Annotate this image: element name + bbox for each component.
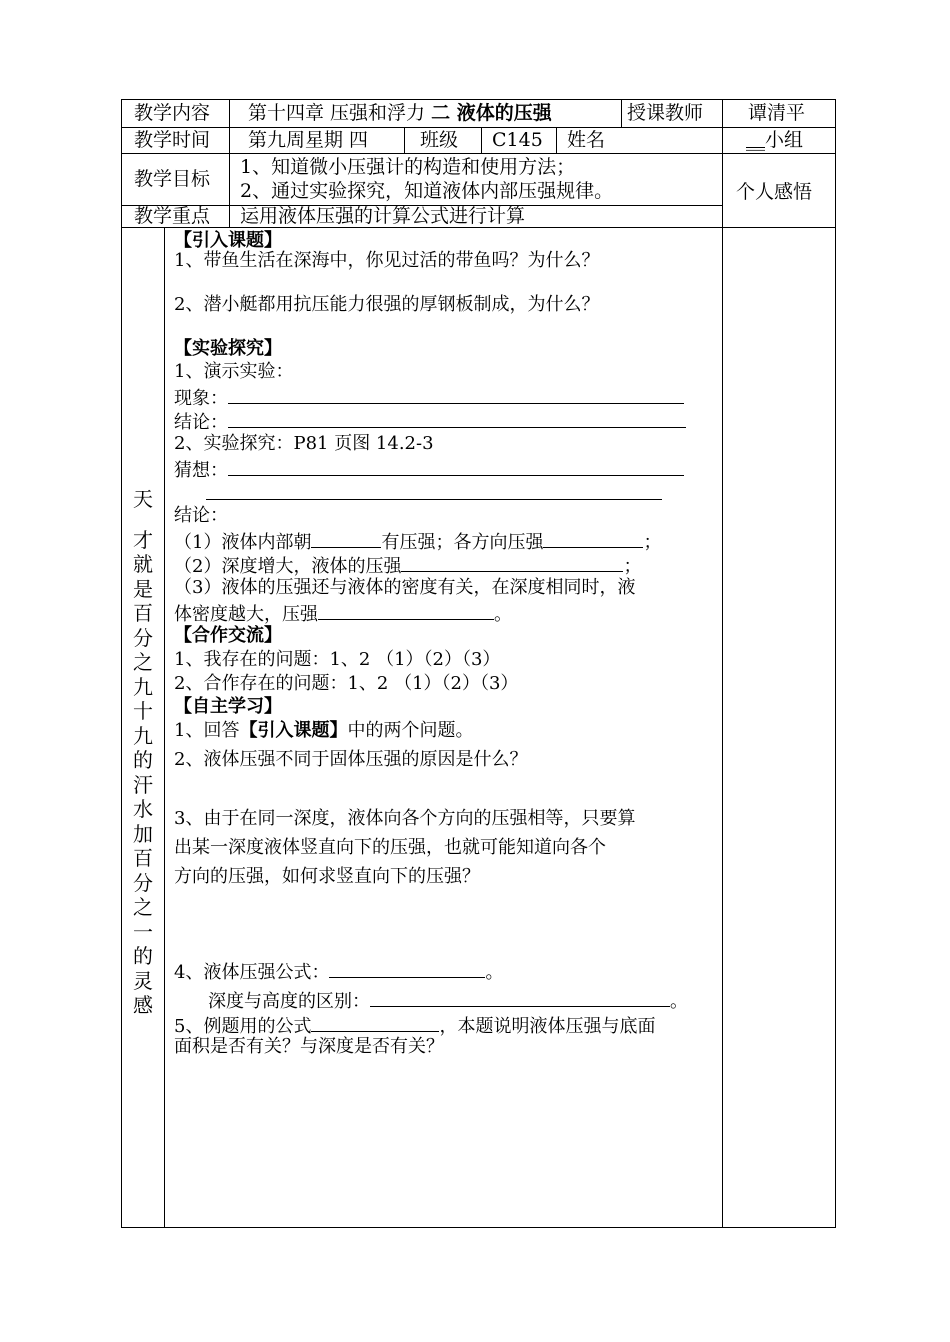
- section-heading-cooperation: 【合作交流】: [174, 625, 282, 646]
- table-col-divider: [164, 227, 165, 1228]
- motto-char: 百: [133, 846, 153, 870]
- name-label: 姓名: [567, 129, 606, 151]
- motto-char: 才: [133, 527, 153, 552]
- reflection-label: 个人感悟: [736, 181, 813, 203]
- self-study-q3: 出某一深度液体竖直向下的压强，也就可能知道向各个: [174, 837, 606, 858]
- motto-char: 分: [133, 625, 153, 650]
- guess-label: 猜想：: [174, 460, 228, 481]
- teacher-label: 授课教师: [627, 102, 704, 124]
- self-study-q2: 2、液体压强不同于固体压强的原因是什么？: [174, 749, 528, 770]
- guess-blank-2[interactable]: [206, 481, 662, 506]
- class-label: 班级: [420, 129, 459, 151]
- text: 5、例题用的公式: [174, 1016, 312, 1037]
- text: 有压强；各方向压强: [381, 532, 544, 553]
- self-study-q5: [174, 1013, 655, 1038]
- conclusion-line-2: [174, 553, 641, 578]
- difference-blank[interactable]: [370, 988, 670, 1007]
- table-row-divider: [121, 153, 722, 154]
- self-study-q3: 3、由于在同一深度，液体向各个方向的压强相等，只要算: [174, 808, 636, 829]
- text: （1）液体内部朝: [174, 532, 312, 553]
- section-heading-experiment: 【实验探究】: [174, 338, 282, 359]
- motto-char: 感: [133, 993, 153, 1017]
- chapter-prefix: 第十四章 压强和浮力: [248, 102, 426, 124]
- group-blank: __: [746, 129, 765, 151]
- motto-char: 水: [133, 797, 153, 821]
- focus-value: 运用液体压强的计算公式进行计算: [240, 205, 526, 227]
- text: 中的两个问题。: [347, 720, 474, 741]
- text: ；: [643, 532, 662, 553]
- conclusion-label: 结论：: [174, 412, 228, 433]
- text: 。: [670, 991, 688, 1012]
- table-col-divider: [556, 127, 557, 154]
- explore-label: 2、实验探究：P81 页图 14.2-3: [174, 433, 434, 454]
- conclusion-line-1: [174, 529, 661, 554]
- table-col-divider: [722, 99, 723, 1228]
- motto-char: 的: [133, 944, 153, 968]
- motto-char: 九: [133, 723, 153, 748]
- motto-char: 是: [133, 576, 153, 601]
- group-label: 小组: [765, 129, 804, 151]
- cooperation-line: 1、我存在的问题：1、2 （1）（2）（3）: [174, 649, 501, 670]
- intro-question: 2、潜小艇都用抗压能力很强的厚钢板制成，为什么？: [174, 294, 600, 315]
- text: 。: [494, 604, 512, 625]
- conclusion2-label: 结论：: [174, 505, 228, 526]
- conclusion-field[interactable]: [174, 409, 686, 434]
- goal-item: 1、知道微小压强计的构造和使用方法；: [240, 156, 576, 178]
- text: 【引入课题】: [239, 720, 348, 741]
- intro-question: 1、带鱼生活在深海中，你见过活的带鱼吗？为什么？: [174, 250, 600, 271]
- chapter-title: [248, 102, 552, 124]
- table-border-bottom: [121, 1227, 836, 1228]
- motto-char: 之: [133, 895, 153, 919]
- motto-char: 之: [133, 650, 153, 674]
- fill-blank[interactable]: [311, 529, 381, 548]
- conclusion-line-3b: [174, 601, 512, 626]
- side-motto: [130, 487, 156, 1018]
- focus-label: 教学重点: [134, 205, 211, 227]
- motto-char: 的: [133, 748, 153, 772]
- motto-char: 九: [133, 674, 153, 699]
- motto-char: 天: [133, 487, 153, 511]
- phenomenon-label: 现象：: [174, 388, 228, 409]
- class-value: C145: [492, 129, 543, 151]
- guess-blank[interactable]: [206, 481, 662, 500]
- teacher-name: 谭清平: [748, 102, 806, 124]
- motto-char: 加: [133, 821, 153, 846]
- text: 4、液体压强公式：: [174, 962, 330, 983]
- formula-blank[interactable]: [311, 1013, 439, 1032]
- text: 体密度越大，压强: [174, 604, 318, 625]
- motto-char: 一: [133, 919, 153, 944]
- table-col-divider: [404, 127, 405, 154]
- group-field[interactable]: [746, 129, 803, 151]
- table-row-divider: [722, 153, 836, 154]
- motto-char: 灵: [133, 968, 153, 993]
- guess-field[interactable]: [174, 457, 684, 482]
- section-heading-self-study: 【自主学习】: [174, 696, 282, 717]
- table-border-left: [121, 99, 122, 1228]
- motto-char: 分: [133, 870, 153, 895]
- demo-label: 1、演示实验：: [174, 361, 294, 382]
- text: 。: [485, 962, 504, 983]
- self-study-q1: [174, 720, 473, 742]
- time-label: 教学时间: [134, 129, 211, 151]
- cooperation-line: 2、合作存在的问题：1、2 （1）（2）（3）: [174, 673, 519, 694]
- motto-char: 就: [133, 552, 153, 576]
- motto-char: 十: [133, 699, 153, 723]
- guess-blank[interactable]: [228, 457, 684, 476]
- formula-blank[interactable]: [329, 959, 485, 978]
- table-col-divider: [621, 99, 622, 128]
- text: （2）深度增大，液体的压强: [174, 556, 402, 577]
- conclusion-blank[interactable]: [228, 409, 686, 428]
- fill-blank[interactable]: [318, 601, 494, 620]
- goal-item: 2、通过实验探究，知道液体内部压强规律。: [240, 180, 614, 202]
- motto-char: 百: [133, 601, 153, 625]
- content-label: 教学内容: [134, 102, 211, 124]
- table-border-right: [835, 99, 836, 1228]
- text: ，本题说明液体压强与底面: [439, 1016, 656, 1037]
- self-study-q5b: 面积是否有关？与深度是否有关？: [174, 1036, 444, 1057]
- self-study-q4b: [208, 988, 688, 1013]
- self-study-q4: [174, 959, 503, 984]
- text: 1、回答: [174, 720, 240, 741]
- fill-blank[interactable]: [401, 553, 623, 572]
- goals-label: 教学目标: [134, 168, 211, 190]
- text: 深度与高度的区别：: [208, 991, 370, 1012]
- self-study-q3: 方向的压强，如何求竖直向下的压强？: [174, 866, 480, 887]
- conclusion-line-3: （3）液体的压强还与液体的密度有关，在深度相同时，液: [174, 577, 636, 598]
- fill-blank[interactable]: [543, 529, 643, 548]
- motto-char: 汗: [133, 772, 153, 797]
- section-heading-intro: 【引入课题】: [174, 230, 282, 251]
- phenomenon-blank[interactable]: [228, 385, 684, 404]
- phenomenon-field[interactable]: [174, 385, 684, 410]
- table-col-divider: [229, 99, 230, 228]
- time-value: 第九周星期 四: [248, 129, 369, 151]
- lesson-title: 二 液体的压强: [431, 102, 552, 124]
- text: ；: [623, 556, 642, 577]
- table-col-divider: [481, 127, 482, 154]
